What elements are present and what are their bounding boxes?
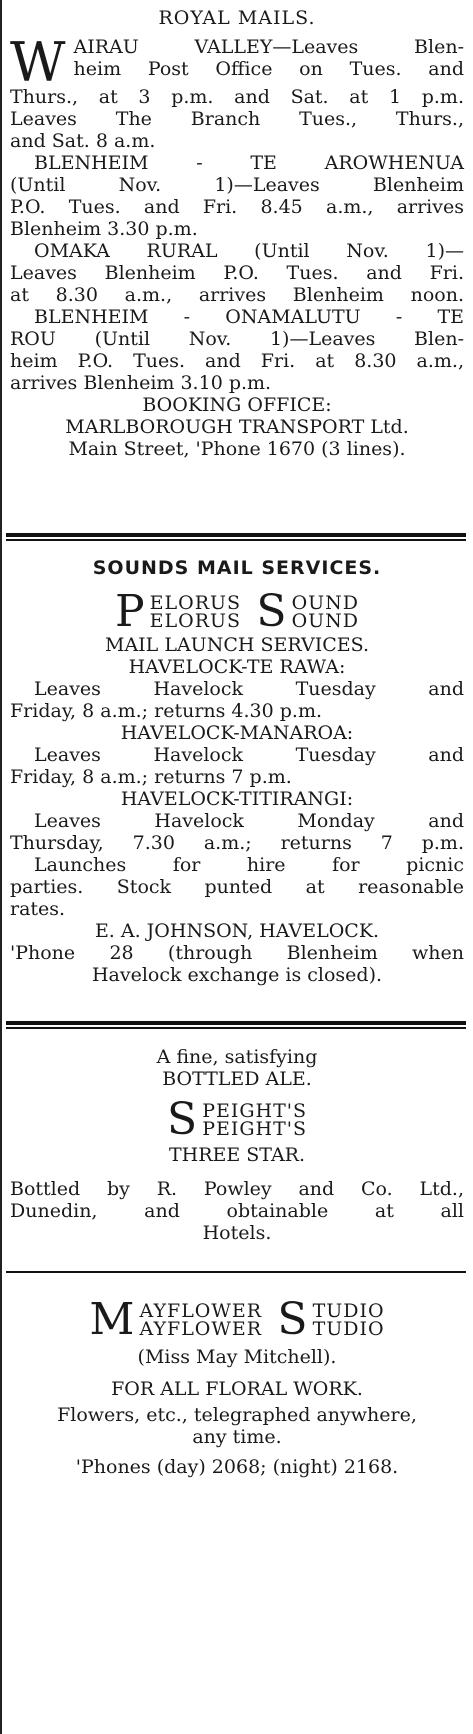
mayflower-flowers: any time. (192, 1426, 282, 1448)
wairau-line: Thurs., at 3 p.m. and Sat. at 1 p.m. (10, 86, 464, 108)
hire-line: rates. (10, 898, 66, 920)
logo-word: OUND OUND (291, 592, 360, 632)
mayflower-flowers: Flowers, etc., telegraphed anywhere, (57, 1404, 417, 1426)
logo-cap: S (256, 586, 287, 637)
wairau-line: Leaves The Branch Tues., Thurs., (10, 108, 464, 130)
logo-cap: S (166, 1094, 198, 1145)
contact-phone: Havelock exchange is closed). (91, 964, 383, 986)
logo-word: AYFLOWER AYFLOWER (139, 1300, 263, 1340)
speights-body: Dunedin, and obtainable at all (10, 1200, 464, 1222)
route-line: Leaves Havelock Tuesday and (34, 744, 464, 766)
booking-line: Main Street, 'Phone 1670 (3 lines). (68, 438, 406, 460)
route-heading: HAVELOCK-MANAROA: (120, 722, 354, 744)
section-divider (6, 1021, 466, 1029)
wairau-line: heim Post Office on Tues. and (73, 58, 464, 80)
royal-mails-ad (10, 6, 464, 460)
speights-logo (10, 1094, 464, 1145)
route-line: BLENHEIM - TE AROWHENUA (34, 152, 464, 174)
route-line: BLENHEIM - ONAMALUTU - TE (34, 306, 464, 328)
route-line: ROU (Until Nov. 1)—Leaves Blen- (10, 328, 464, 350)
speights-body: Bottled by R. Powley and Co. Ltd., (10, 1178, 464, 1200)
onamalutu-entry (10, 306, 464, 394)
hire-line: parties. Stock punted at reasonable (10, 876, 464, 898)
logo-word: ELORUS ELORUS (149, 592, 242, 632)
route-heading: HAVELOCK-TITIRANGI: (120, 788, 354, 810)
section-divider (6, 1271, 466, 1273)
route-line: Leaves Blenheim P.O. Tues. and Fri. (10, 262, 464, 284)
speights-tagline: A fine, satisfying (156, 1046, 318, 1068)
route-line: P.O. Tues. and Fri. 8.45 a.m., arrives (10, 196, 464, 218)
contact-name: E. A. JOHNSON, HAVELOCK. (94, 920, 380, 942)
drop-cap: W (10, 31, 66, 94)
hire-line: Launches for hire for picnic (34, 854, 464, 876)
logo-cap: P (114, 586, 145, 637)
mayflower-subtitle: (Miss May Mitchell). (137, 1346, 337, 1368)
logo-word: TUDIO TUDIO (312, 1300, 385, 1340)
pelorus-sound-logo (10, 586, 464, 637)
mayflower-floral: FOR ALL FLORAL WORK. (111, 1378, 363, 1400)
route-line: OMAKA RURAL (Until Nov. 1)— (34, 240, 464, 262)
wairau-line: and Sat. 8 a.m. (10, 130, 156, 152)
service-heading: MAIL LAUNCH SERVICES. (105, 634, 369, 656)
route-line: Friday, 8 a.m.; returns 7 p.m. (10, 766, 292, 788)
mayflower-phones: 'Phones (day) 2068; (night) 2168. (75, 1456, 399, 1478)
section-divider (6, 533, 466, 541)
speights-tagline: BOTTLED ALE. (162, 1068, 312, 1090)
contact-phone: 'Phone 28 (through Blenheim when (10, 942, 464, 964)
route-line: (Until Nov. 1)—Leaves Blenheim (10, 174, 464, 196)
speights-grade: THREE STAR. (168, 1144, 306, 1166)
booking-line: BOOKING OFFICE: (142, 394, 332, 416)
booking-office (10, 394, 464, 460)
route-line: Thursday, 7.30 a.m.; returns 7 p.m. (10, 832, 464, 854)
sounds-mail-title: SOUNDS MAIL SERVICES. (92, 557, 382, 579)
sounds-mail-ad (10, 556, 464, 986)
route-line: Blenheim 3.30 p.m. (10, 218, 198, 240)
wairau-line: AIRAU VALLEY—Leaves Blen- (73, 36, 464, 58)
booking-line: MARLBOROUGH TRANSPORT Ltd. (65, 416, 409, 438)
route-line: Leaves Havelock Monday and (34, 810, 464, 832)
wairau-valley-entry (10, 31, 464, 152)
royal-mails-title: ROYAL MAILS. (158, 7, 316, 29)
logo-cap: S (277, 1294, 308, 1345)
mayflower-ad (10, 1294, 464, 1478)
logo-word: PEIGHT'S PEIGHT'S (202, 1100, 308, 1140)
route-line: Leaves Havelock Tuesday and (34, 678, 464, 700)
te-arowhenua-entry (10, 152, 464, 240)
route-line: at 8.30 a.m., arrives Blenheim noon. (10, 284, 464, 306)
logo-cap: M (89, 1294, 135, 1345)
route-line: heim P.O. Tues. and Fri. at 8.30 a.m., (10, 350, 464, 372)
speights-body: Hotels. (202, 1222, 272, 1244)
mayflower-studio-logo (10, 1294, 464, 1345)
speights-ad (10, 1046, 464, 1244)
route-line: Friday, 8 a.m.; returns 4.30 p.m. (10, 700, 323, 722)
omaka-rural-entry (10, 240, 464, 306)
route-line: arrives Blenheim 3.10 p.m. (10, 372, 272, 394)
route-heading: HAVELOCK-TE RAWA: (128, 656, 346, 678)
